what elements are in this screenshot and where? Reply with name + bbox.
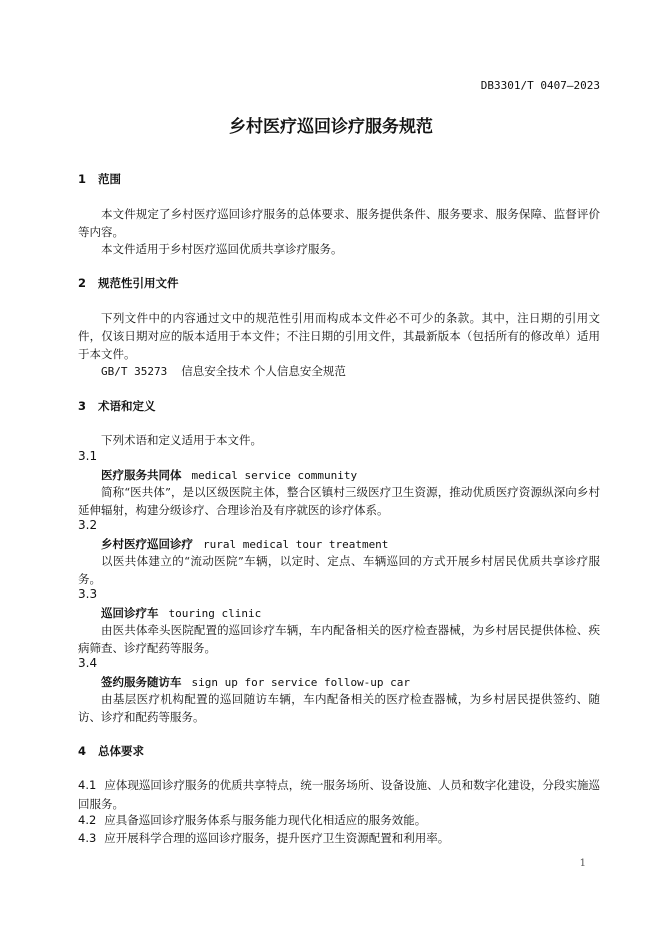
clause-text: 应开展科学合理的巡回诊疗服务，提升医疗卫生资源配置和利用率。	[104, 831, 450, 845]
term-number: 3.4	[78, 656, 98, 670]
term-number: 3.2	[78, 518, 98, 532]
section-1-heading	[78, 171, 121, 187]
term-number: 3.1	[78, 449, 98, 463]
standard-code: DB3301/T 0407—2023	[480, 79, 600, 92]
term-chinese: 巡回诊疗车	[101, 606, 159, 620]
clause-number: 4.3	[78, 831, 97, 845]
clause	[78, 776, 600, 814]
document-title: 乡村医疗巡回诊疗服务规范	[229, 117, 433, 137]
term-english: medical service community	[191, 469, 358, 482]
section-title: 范围	[98, 172, 121, 186]
term-definition: 以医共体建立的“流动医院”车辆，以定时、定点、车辆巡回的方式开展乡村居民优质共享诊疗服务。	[78, 554, 600, 586]
term-chinese: 医疗服务共同体	[101, 468, 182, 482]
clause-number: 4.1	[78, 778, 97, 792]
section-number: 2	[78, 276, 87, 290]
term-chinese: 签约服务随访车	[101, 675, 182, 689]
term-english: touring clinic	[168, 607, 262, 620]
section-title: 术语和定义	[98, 399, 156, 413]
section-title: 规范性引用文件	[98, 276, 179, 290]
term-chinese: 乡村医疗巡回诊疗	[101, 537, 193, 551]
term-english: rural medical tour treatment	[203, 538, 389, 551]
paragraph: 本文件规定了乡村医疗巡回诊疗服务的总体要求、服务提供条件、服务要求、服务保障、监督评价等内容。	[78, 207, 600, 239]
clause-number: 4.2	[78, 813, 97, 827]
page-number: 1	[579, 858, 586, 869]
section-4-heading	[78, 743, 144, 759]
clause	[78, 811, 600, 830]
term-english: sign up for service follow-up car	[191, 676, 411, 689]
term-entry	[101, 674, 410, 690]
clause	[78, 829, 600, 848]
term-number: 3.3	[78, 587, 98, 601]
term-definition: 简称“医共体”，是以区级医院主体，整合区镇村三级医疗卫生资源，推动优质医疗资源纵深向乡村延伸辐射，构建分级诊疗、合理诊治及有序就医的诊疗体系。	[78, 485, 600, 517]
section-3-heading	[78, 398, 156, 414]
term-entry	[101, 467, 357, 483]
section-number: 4	[78, 744, 87, 758]
term-definition: 由医共体牵头医院配置的巡回诊疗车辆，车内配备相关的医疗检查器械，为乡村居民提供体检、疾病筛查、诊疗配药等服务。	[78, 623, 600, 655]
section-number: 1	[78, 172, 87, 186]
section-2-heading	[78, 275, 179, 291]
paragraph: 本文件适用于乡村医疗巡回优质共享诊疗服务。	[101, 242, 343, 256]
clause-text: 应具备巡回诊疗服务体系与服务能力现代化相适应的服务效能。	[104, 813, 427, 827]
section-title: 总体要求	[98, 744, 144, 758]
normative-reference	[101, 362, 346, 381]
term-definition: 由基层医疗机构配置的巡回随访车辆，车内配备相关的医疗检查器械，为乡村居民提供签约、随访、诊疗和配药等服务。	[78, 692, 600, 724]
term-entry	[101, 605, 261, 621]
paragraph: 下列术语和定义适用于本文件。	[101, 433, 262, 447]
reference-code: GB/T 35273	[101, 365, 168, 378]
section-number: 3	[78, 399, 87, 413]
paragraph: 下列文件中的内容通过文中的规范性引用而构成本文件必不可少的条款。其中，注日期的引用文件，仅该日期对应的版本适用于本文件；不注日期的引用文件，其最新版本（包括所有的修改单）适用于本文件。	[78, 311, 600, 361]
clause-text: 应体现巡回诊疗服务的优质共享特点，统一服务场所、设备设施、人员和数字化建设，分段实施巡回服务。	[78, 778, 600, 811]
reference-title: 信息安全技术 个人信息安全规范	[181, 364, 346, 378]
term-entry	[101, 536, 388, 552]
